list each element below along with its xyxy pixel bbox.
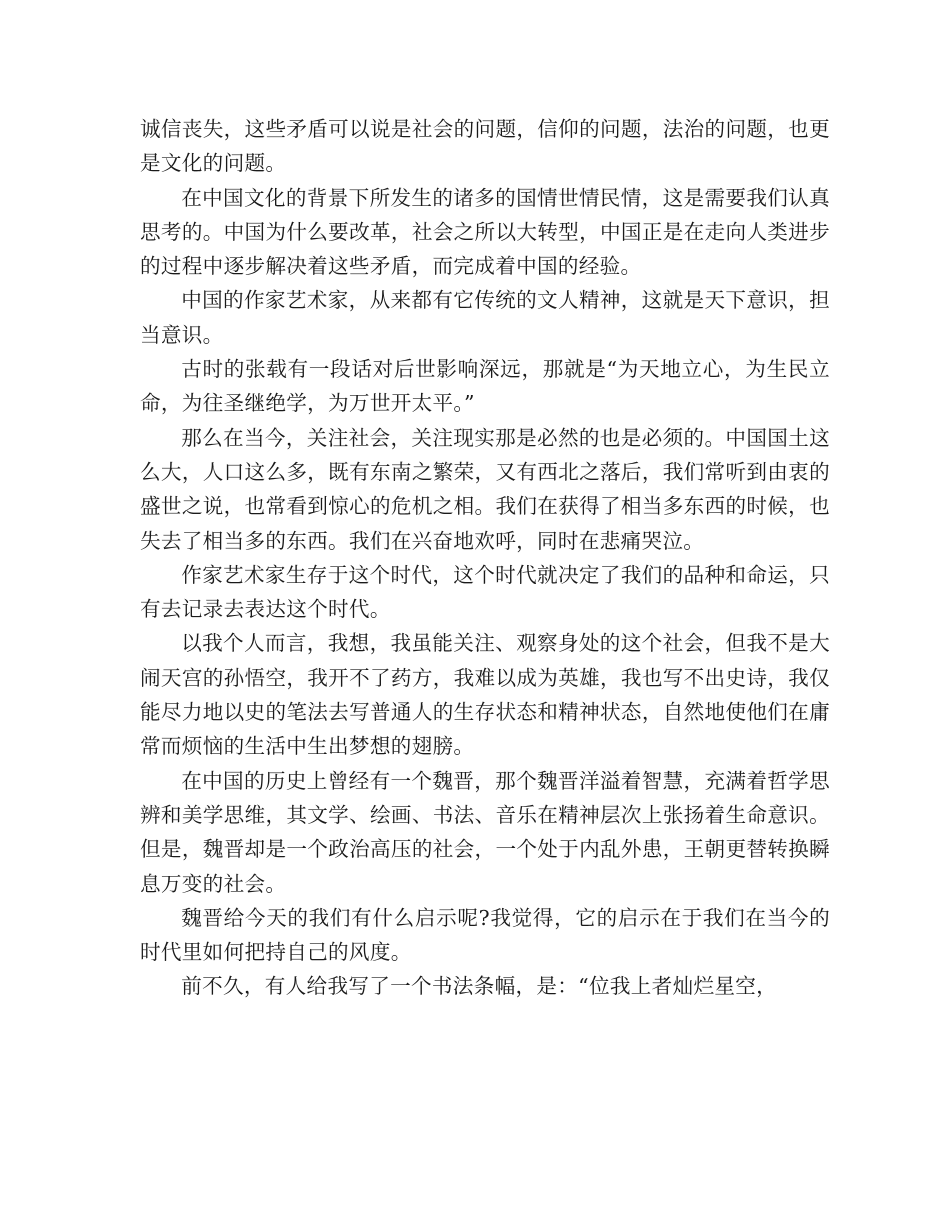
paragraph: 中国的作家艺术家，从来都有它传统的文人精神，这就是天下意识，担当意识。 [140,288,830,347]
paragraph: 魏晋给今天的我们有什么启示呢?我觉得，它的启示在于我们在当今的时代里如何把持自己的风度。 [140,905,830,965]
paragraph: 作家艺术家生存于这个时代，这个时代就决定了我们的品种和命运，只有去记录去表达这个时代。 [140,562,830,622]
paragraph: 那么在当今，关注社会，关注现实那是必然的也是必须的。中国国土这么大，人口这么多，既有东南之繁荣，又有西北之落后，我们常听到由衷的盛世之说，也常看到惊心的危机之相。我们在获得了相当多东西的时候，也失去了相当多的东西。我们在兴奋地欢呼，同时在悲痛哭泣。 [140,425,830,553]
paragraph: 以我个人而言，我想，我虽能关注、观察身处的这个社会，但我不是大闹天宫的孙悟空，我开不了药方，我难以成为英雄，我也写不出史诗，我仅能尽力地以史的笔法去写普通人的生存状态和精神状态，自然地使他们在庸常而烦恼的生活中生出梦想的翅膀。 [140,631,830,759]
paragraph: 在中国文化的背景下所发生的诸多的国情世情民情，这是需要我们认真思考的。中国为什么要改革，社会之所以大转型，中国正是在走向人类进步的过程中逐步解决着这些矛盾，而完成着中国的经验。 [140,185,830,279]
paragraph: 前不久，有人给我写了一个书法条幅，是：“位我上者灿烂星空， [181,974,778,999]
paragraph: 古时的张载有一段话对后世影响深远，那就是“为天地立心，为生民立命，为往圣继绝学，为万世开太平。” [140,357,830,416]
paragraph: 在中国的历史上曾经有一个魏晋，那个魏晋洋溢着智慧，充满着哲学思辨和美学思维，其文学、绘画、书法、音乐在精神层次上张扬着生命意识。但是，魏晋却是一个政治高压的社会，一个处于内乱外患，王朝更替转换瞬息万变的社会。 [140,768,830,896]
paragraph-continued: 诚信丧失，这些矛盾可以说是社会的问题，信仰的问题，法治的问题，也更是文化的问题。 [140,117,830,176]
document-page [140,112,830,1004]
